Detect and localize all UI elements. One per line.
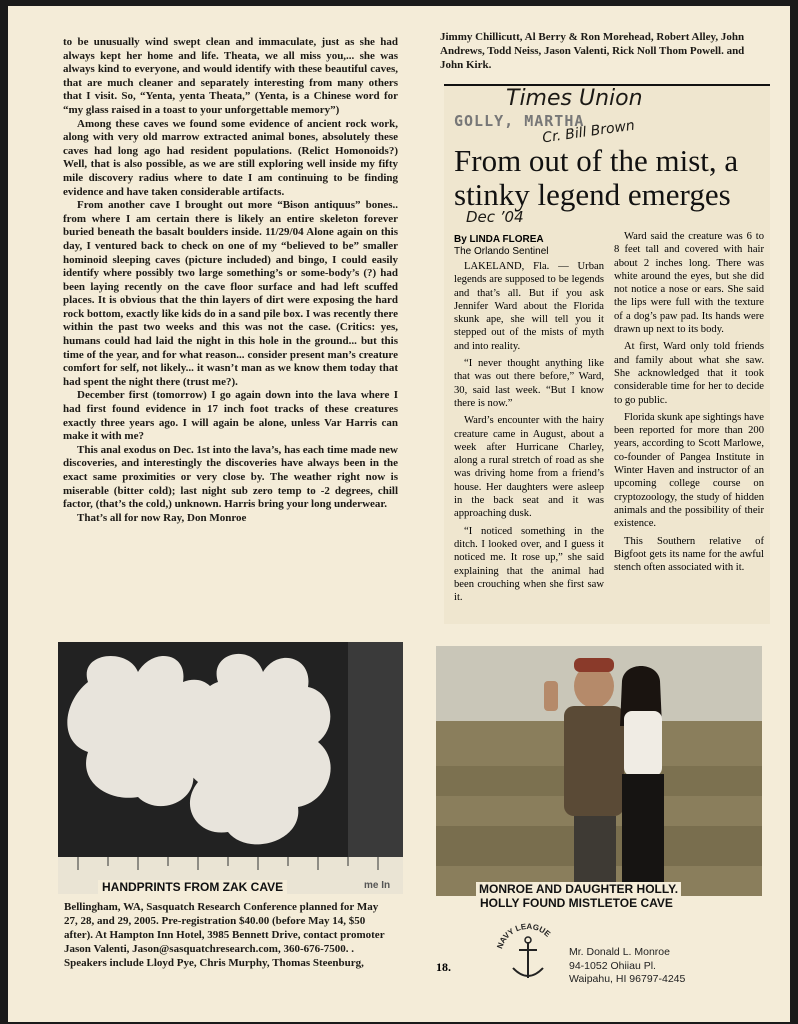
paragraph: From another cave I brought out more “Bison antiquus” bones.. from where I am certain there is likely an entire skeleton forever buried beneath the basalt boulders inside. 11/29/04 Alone again on this day, I ventured back to check on one of my “believed to be” smaller hominoid sleeping caves (picture included) and bingo, I could easily identify where possibly two large something’s or some-body’s (?) had been laying recently on the cave floor surface and had left scuffed places. It is obvious that the thin layers of dirt were exposing the hard rock bottom, exactly like kids do in a sand pile box. I was recently there within the past two weeks and this was not the case. (Critics: yes, humans could had laid the night in this hole in the ground... but this time of the year, and for what reason... consider present man’s creature comfort for self, not likely... it wasn’t man as we know them today that had spent the night there (trust me?). xyxy=(63,199,398,388)
paragraph: “I noticed something in the ditch. I looked over, and I guess it noticed me. It rose up,” she said explaining that the animal had been crouching when she first saw it. xyxy=(454,525,604,604)
mailing-address xyxy=(569,946,685,987)
photo-illustration xyxy=(436,646,762,896)
article-column-2 xyxy=(614,230,764,578)
source: The Orlando Sentinel xyxy=(454,246,549,257)
paragraph: LAKELAND, Fla. — Urban legends are supposed to be legends and that’s all. But if you ask Jennifer Ward about the Florida skunk ape, she will tell you it stepped out of the mists of myth and into reality. xyxy=(454,261,604,352)
signoff: That’s all for now Ray, Don Monroe xyxy=(77,511,247,524)
family-caption-line1: MONROE AND DAUGHTER HOLLY. xyxy=(476,882,681,896)
paragraph: Ward said the creature was 6 to 8 feet tall and covered with hair about 2 inches long. There was white around the eyes, but she did not notice a nose or ears. She said the lips were full with the texture of a dog’s paw pad. Its hands were drawn up next to its body. xyxy=(614,231,764,336)
headline: From out of the mist, a stinky legend emerges xyxy=(454,143,739,212)
byline: By LINDA FLOREA xyxy=(454,234,544,245)
newsletter-page xyxy=(8,6,790,1022)
logo-text: NAVY LEAGUE xyxy=(495,921,553,950)
handwritten-source: Times Union xyxy=(506,86,643,111)
paragraph: This anal exodus on Dec. 1st into the lava’s, has each time made new discoveries, and interestingly the discoveries have always been in the exact same proximities or very close by. The weather right now is miserable (bitter cold); last night sub zero temp to -2 degrees, chill factor, (that’s the cold,) unknown. Harris bring your long underwear. xyxy=(63,443,398,511)
newspaper-clipping xyxy=(444,84,770,624)
paragraph: Ward’s encounter with the hairy creature came in August, about a week after Hurricane Charley, along a rural stretch of road as she was driving home from a friend’s house. Her daughters were asleep in the back seat and it was approaching dusk. xyxy=(454,415,604,520)
article-column-1 xyxy=(454,260,604,608)
handprints-caption: HANDPRINTS FROM ZAK CAVE xyxy=(98,880,287,894)
svg-text:NAVY LEAGUE xyxy=(495,922,552,950)
paragraph: Among these caves we found some evidence of ancient rock work, along with very old marrow extracted animal bones, absolutely these caves had long ago had resident populations. (Relict Homonoids?) Well, that is also possible, as we are still exploring well inside my fifty mile discovery radius where to date I am continuing to be finding evidence and have taken considerable artifacts. xyxy=(63,117,398,198)
conference-notice: Bellingham, WA, Sasquatch Research Conference planned for May 27, 28, and 29, 2005. Pre-registration $40.00 (before May 14, $50 after). At Hampton Inn Hotel, 3985 Bennett Drive, contact promoter Jason Valenti, Jason@sasquatchresearch.com, 360-676-7500. . Speakers include Lloyd Pye, Chris Murphy, Thomas Steenburg, xyxy=(64,901,385,969)
anchor-icon xyxy=(493,920,563,986)
kicker: GOLLY, MARTHA xyxy=(454,112,585,130)
ruler-label: me In xyxy=(364,880,391,891)
paragraph: This Southern relative of Bigfoot gets its name for the awful stench often associated with it. xyxy=(614,535,764,574)
paragraph: to be unusually wind swept clean and immaculate, just as she had always kept her home and life. Theata, we all miss you,... she was always kind to everyone, and would identify with these beautiful caves, that are much cleaner and separately interesting from many others that I visit. So, “Yenta, yenta Theata,” (Yenta, is a Chinese word for “my glass raised in a toast to your unforgettable memory”) xyxy=(63,36,398,116)
family-caption-line2: HOLLY FOUND MISTLETOE CAVE xyxy=(480,896,673,910)
paragraph: Florida skunk ape sightings have been reported for more than 200 years, according to Scott Marlowe, co-founder of Pangea Institute in Winter Haven and instructor of an upcoming college course on cryptozoology, the study of hidden animals and the possibility of their existence. xyxy=(614,411,764,530)
article-left-column xyxy=(63,36,398,525)
contributors-list: Jimmy Chillicutt, Al Berry & Ron Morehead, Robert Alley, John Andrews, Todd Neiss, Jason Valenti, Rick Noll Thom Powell. and John Kirk. xyxy=(440,31,745,71)
paragraph: December first (tomorrow) I go again down into the lava where I had first found evidence in 17 inch foot tracks of these creatures exactly three years ago. I will again be alone, unless Var Harris can make it with me? xyxy=(63,389,398,443)
address-name: Mr. Donald L. Monroe xyxy=(569,946,670,958)
handwritten-credit: Cr. Bill Brown xyxy=(541,117,636,147)
handprints-photo xyxy=(58,642,403,894)
paragraph: At first, Ward only told friends and family about what she saw. She acknowledged that it took considerable time for her to decide to go public. xyxy=(614,341,764,406)
page-number: 18. xyxy=(436,960,451,974)
address-city: Waipahu, HI 96797-4245 xyxy=(569,973,686,985)
address-street: 94-1052 Ohiiau Pl. xyxy=(569,959,656,972)
handwritten-date: Dec ’04 xyxy=(466,208,524,226)
handprints-illustration xyxy=(58,642,403,894)
family-photo xyxy=(436,646,762,896)
paragraph: “I never thought anything like that was out there before,” Ward, 30, said last week. “But I know there is now.” xyxy=(454,358,604,409)
navy-league-logo xyxy=(493,920,563,986)
